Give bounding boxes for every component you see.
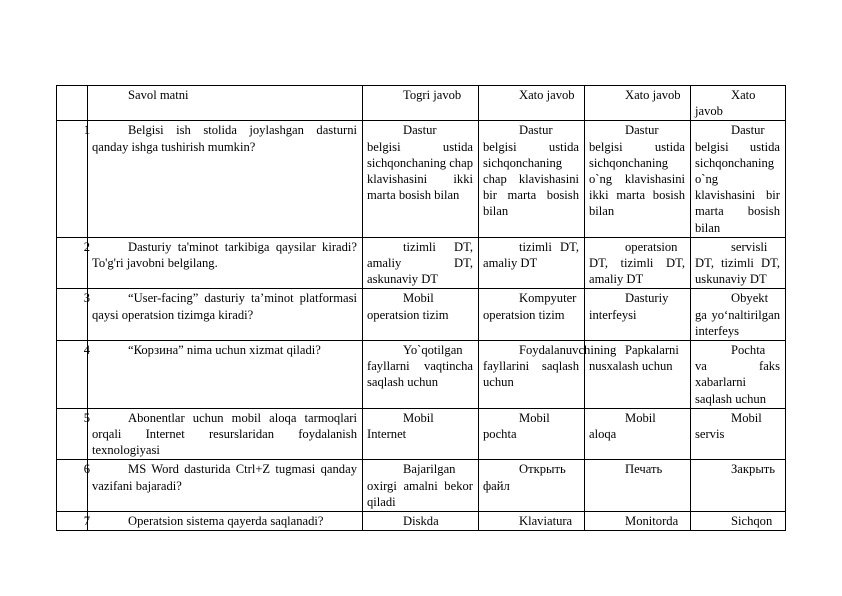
question-cell: Belgisi ish stolida joylashgan dasturni qanday ishga tushirish mumkin? xyxy=(88,121,363,237)
header-cell-wrong-answer: Xato javob xyxy=(585,86,691,121)
correct-answer-cell: Diskda xyxy=(363,512,479,531)
table-row xyxy=(57,237,786,289)
question-cell: Operatsion sistema qayerda saqlanadi? xyxy=(88,512,363,531)
wrong-answer-cell: Pochta va faks xabarlarni saqlash uchun xyxy=(691,341,786,409)
wrong-answer-cell: tizimli DT, amaliy DT xyxy=(479,237,585,289)
wrong-answer-cell: Obyekt ga yo‘naltirilgan interfeys xyxy=(691,289,786,341)
row-number-cell xyxy=(57,121,88,237)
wrong-answer-cell: Mobil servis xyxy=(691,408,786,460)
table-row xyxy=(57,460,786,512)
header-row xyxy=(57,86,786,121)
question-cell: Abonentlar uchun mobil aloqa tarmoqlari orqali Internet resurslaridan foydalanish texnologiyasi xyxy=(88,408,363,460)
header-cell-question: Savol matni xyxy=(88,86,363,121)
wrong-answer-cell: Dastur belgisi ustida sichqonchaning o`ng klavishasini ikki marta bosish bilan xyxy=(585,121,691,237)
row-number-cell xyxy=(57,408,88,460)
table-row xyxy=(57,289,786,341)
header-cell-wrong-answer: Xato javob xyxy=(479,86,585,121)
correct-answer-cell: tizimli DT, amaliy DT, askunaviy DT xyxy=(363,237,479,289)
row-number: 5 xyxy=(83,410,90,425)
row-number-cell xyxy=(57,289,88,341)
question-cell: MS Word dasturida Ctrl+Z tugmasi qanday vazifani bajaradi? xyxy=(88,460,363,512)
quiz-table xyxy=(56,85,786,531)
row-number: 6 xyxy=(83,462,90,477)
correct-answer-cell: Yo`qotilgan fayllarni vaqtincha saqlash uchun xyxy=(363,341,479,409)
correct-answer-cell: Dastur belgisi ustida sichqonchaning chap klavishasini ikki marta bosish bilan xyxy=(363,121,479,237)
row-number-cell xyxy=(57,512,88,531)
wrong-answer-cell: Kompyuter operatsion tizim xyxy=(479,289,585,341)
row-number-cell xyxy=(57,341,88,409)
wrong-answer-cell: Mobil aloqa xyxy=(585,408,691,460)
wrong-answer-cell: Dasturiy interfeysi xyxy=(585,289,691,341)
row-number-cell xyxy=(57,237,88,289)
row-number-cell xyxy=(57,460,88,512)
row-number: 4 xyxy=(83,343,90,358)
table-row xyxy=(57,408,786,460)
header-cell-wrong-answer: Xato javob xyxy=(691,86,786,121)
wrong-answer-cell: servisli DT, tizimli DT, uskunaviy DT xyxy=(691,237,786,289)
row-number: 3 xyxy=(83,291,90,306)
wrong-answer-cell: Закрыть xyxy=(691,460,786,512)
wrong-answer-cell: Monitorda xyxy=(585,512,691,531)
wrong-answer-cell: Papkalarni nusxalash uchun xyxy=(585,341,691,409)
correct-answer-cell: Mobil Internet xyxy=(363,408,479,460)
correct-answer-cell: Mobil operatsion tizim xyxy=(363,289,479,341)
wrong-answer-cell: operatsion DT, tizimli DT, amaliy DT xyxy=(585,237,691,289)
header-cell-correct-answer: Togri javob xyxy=(363,86,479,121)
header-cell-number xyxy=(57,86,88,121)
wrong-answer-cell: Klaviatura xyxy=(479,512,585,531)
table-row xyxy=(57,512,786,531)
row-number: 2 xyxy=(83,239,90,254)
question-cell: “User-facing” dasturiy ta’minot platformasi qaysi operatsion tizimga kiradi? xyxy=(88,289,363,341)
wrong-answer-cell: Foydalanuvchining fayllarini saqlash uchun xyxy=(479,341,585,409)
table-row xyxy=(57,121,786,237)
question-cell: “Корзина” nima uchun xizmat qiladi? xyxy=(88,341,363,409)
wrong-answer-cell: Открыть файл xyxy=(479,460,585,512)
wrong-answer-cell: Dastur belgisi ustida sichqonchaning o`ng klavishasini bir marta bosish bilan xyxy=(691,121,786,237)
wrong-answer-cell: Mobil pochta xyxy=(479,408,585,460)
wrong-answer-cell: Печать xyxy=(585,460,691,512)
correct-answer-cell: Bajarilgan oxirgi amalni bekor qiladi xyxy=(363,460,479,512)
wrong-answer-cell: Sichqon xyxy=(691,512,786,531)
row-number: 7 xyxy=(83,514,90,529)
row-number: 1 xyxy=(83,123,90,138)
table-row xyxy=(57,341,786,409)
question-cell: Dasturiy ta'minot tarkibiga qaysilar kiradi? To'g'ri javobni belgilang. xyxy=(88,237,363,289)
wrong-answer-cell: Dastur belgisi ustida sichqonchaning chap klavishasini bir marta bosish bilan xyxy=(479,121,585,237)
